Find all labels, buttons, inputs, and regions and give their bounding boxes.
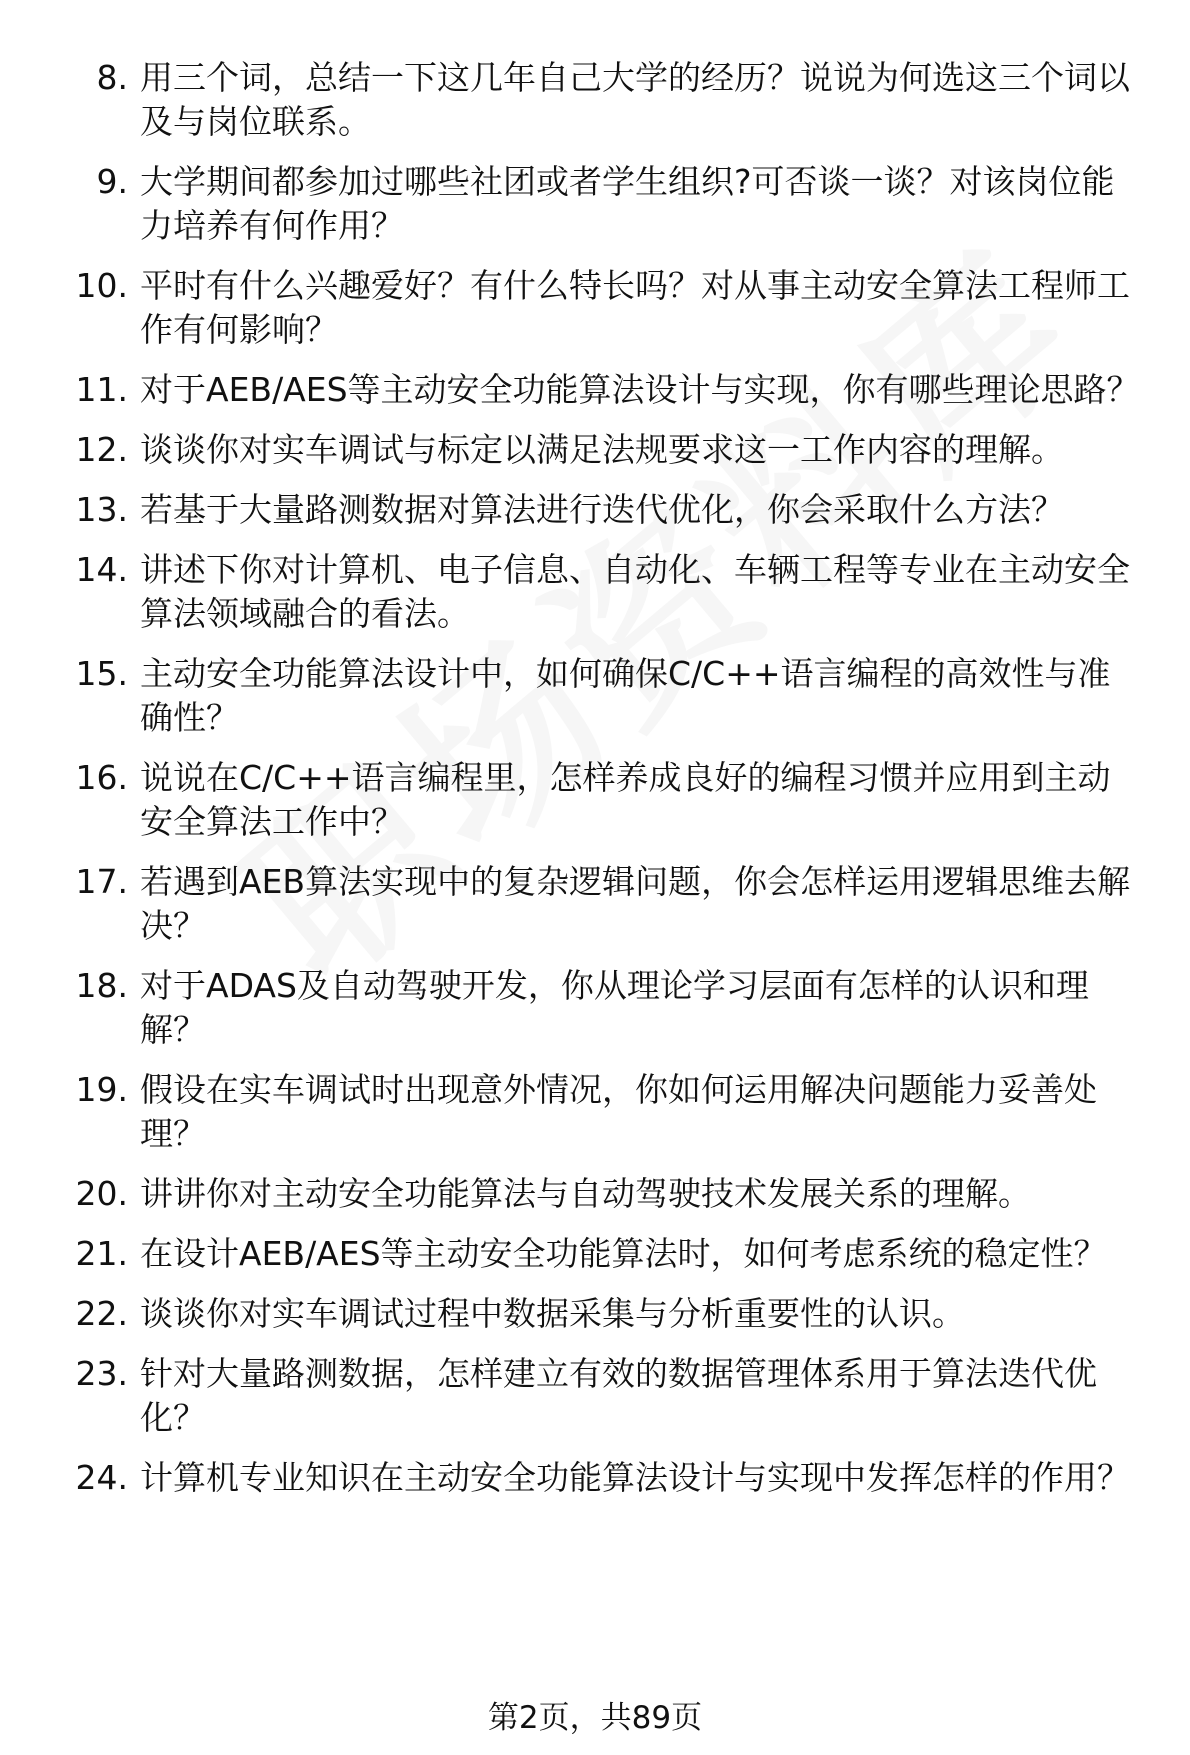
question-number: 18. <box>75 966 128 1005</box>
question-text: 假设在实车调试时出现意外情况，你如何运用解决问题能力妥善处理？ <box>140 1070 1097 1153</box>
question-number: 20. <box>75 1174 128 1213</box>
question-number: 23. <box>75 1354 128 1393</box>
question-item <box>52 428 1142 472</box>
question-item <box>52 1068 1142 1156</box>
question-text: 讲述下你对计算机、电子信息、自动化、车辆工程等专业在主动安全算法领域融合的看法。 <box>140 550 1130 633</box>
question-text: 若基于大量路测数据对算法进行迭代优化，你会采取什么方法？ <box>140 490 1064 529</box>
question-number: 9. <box>96 162 128 201</box>
question-text: 在设计AEB/AES等主动安全功能算法时，如何考虑系统的稳定性？ <box>140 1234 1107 1273</box>
question-item <box>52 368 1142 412</box>
question-item <box>52 548 1142 636</box>
question-item <box>52 264 1142 352</box>
question-text: 大学期间都参加过哪些社团或者学生组织?可否谈一谈？对该岗位能力培养有何作用？ <box>140 162 1115 245</box>
question-item <box>52 488 1142 532</box>
question-item <box>52 1456 1142 1500</box>
question-number: 12. <box>75 430 128 469</box>
question-item <box>52 1172 1142 1216</box>
question-text: 主动安全功能算法设计中，如何确保C/C++语言编程的高效性与准确性？ <box>140 654 1111 737</box>
question-number: 8. <box>96 58 128 97</box>
question-item <box>52 1232 1142 1276</box>
page-footer <box>0 1698 1190 1738</box>
question-text: 说说在C/C++语言编程里，怎样养成良好的编程习惯并应用到主动安全算法工作中？ <box>140 758 1111 841</box>
question-text: 对于AEB/AES等主动安全功能算法设计与实现，你有哪些理论思路？ <box>140 370 1140 409</box>
question-item <box>52 160 1142 248</box>
question-text: 计算机专业知识在主动安全功能算法设计与实现中发挥怎样的作用？ <box>140 1458 1130 1497</box>
question-number: 21. <box>75 1234 128 1273</box>
question-text: 平时有什么兴趣爱好？有什么特长吗？对从事主动安全算法工程师工作有何影响？ <box>140 266 1130 349</box>
question-item <box>52 652 1142 740</box>
question-number: 14. <box>75 550 128 589</box>
question-number: 22. <box>75 1294 128 1333</box>
question-text: 用三个词，总结一下这几年自己大学的经历？说说为何选这三个词以及与岗位联系。 <box>140 58 1130 141</box>
question-text: 对于ADAS及自动驾驶开发，你从理论学习层面有怎样的认识和理解？ <box>140 966 1089 1049</box>
question-number: 13. <box>75 490 128 529</box>
question-number: 15. <box>75 654 128 693</box>
question-item <box>52 1292 1142 1336</box>
question-text: 针对大量路测数据，怎样建立有效的数据管理体系用于算法迭代优化？ <box>140 1354 1097 1437</box>
question-number: 10. <box>75 266 128 305</box>
question-item <box>52 1352 1142 1440</box>
page-number-label: 第2页，共89页 <box>487 1700 703 1736</box>
question-item <box>52 860 1142 948</box>
question-number: 11. <box>75 370 128 409</box>
question-number: 16. <box>75 758 128 797</box>
question-item <box>52 56 1142 144</box>
question-number: 19. <box>75 1070 128 1109</box>
question-number: 24. <box>75 1458 128 1497</box>
question-item <box>52 964 1142 1052</box>
question-text: 讲讲你对主动安全功能算法与自动驾驶技术发展关系的理解。 <box>140 1174 1031 1213</box>
question-text: 谈谈你对实车调试过程中数据采集与分析重要性的认识。 <box>140 1294 965 1333</box>
question-text: 若遇到AEB算法实现中的复杂逻辑问题，你会怎样运用逻辑思维去解决？ <box>140 862 1131 945</box>
question-number: 17. <box>75 862 128 901</box>
question-list <box>52 56 1142 1516</box>
question-item <box>52 756 1142 844</box>
question-text: 谈谈你对实车调试与标定以满足法规要求这一工作内容的理解。 <box>140 430 1064 469</box>
